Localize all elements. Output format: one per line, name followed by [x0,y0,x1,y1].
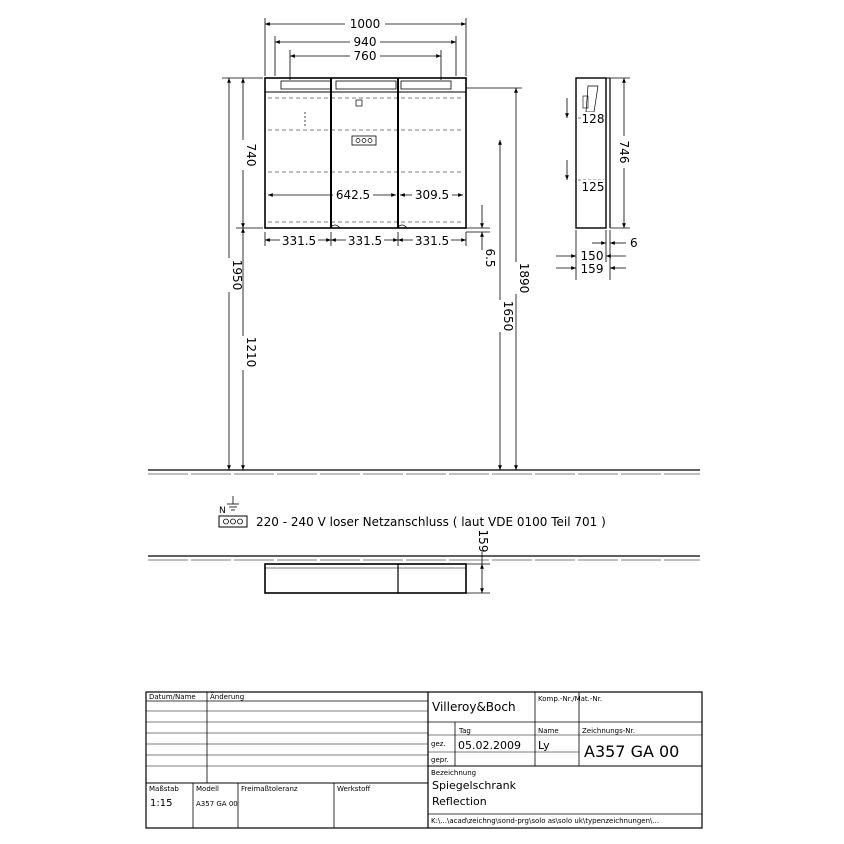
tb-bezeichnung-1: Spiegelschrank [432,779,516,792]
tb-werkstoff-label: Werkstoff [337,785,371,793]
power-symbol-label: N [219,506,226,516]
tb-zeichnungs-nr-label: Zeichnungs-Nr. [582,727,635,735]
tb-modell: A357 GA 00 [196,800,238,808]
side-view [576,78,610,228]
dim-gap-bottom: 6.5 [483,248,497,268]
dim-side-depth-inner: 150 [580,249,604,263]
dim-height-cabinet: 740 [244,143,258,167]
dim-side-shelf-top: 128 [581,112,605,126]
tb-path: K:\...\acad\zeichng\sond-prg\solo as\solo uk\typenzeichnungen\... [431,817,660,825]
tb-gepr-label: gepr. [431,756,449,764]
dim-height-total: 1950 [230,259,244,291]
dim-side-depth-total: 159 [580,262,604,276]
floor-line [148,470,700,474]
dim-height-1890: 1890 [517,262,531,294]
tb-gez-name: Ly [538,739,550,752]
tb-massstab-label: Maßstab [149,785,179,793]
dim-door-2: 331.5 [347,234,383,248]
brand-name: Villeroy&Boch [432,700,516,714]
dim-shelf-right: 309.5 [414,188,450,202]
tb-freimass-label: Freimaßtoleranz [241,785,298,793]
dim-door-3: 331.5 [414,234,450,248]
tb-gez-date: 05.02.2009 [458,739,521,752]
front-view [265,78,466,228]
dim-height-1650: 1650 [501,300,515,332]
drawing-number: A357 GA 00 [584,742,680,761]
dim-width-total: 1000 [349,17,381,31]
tb-tag: Tag [459,727,471,735]
tb-gez-label: gez. [431,740,446,748]
dim-height-floor: 1210 [244,336,258,368]
dim-side-shelf-bottom: 125 [581,180,605,194]
tb-bezeichnung-2: Reflection [432,795,487,808]
dim-side-offset: 6 [630,236,638,250]
electrical-note: 220 - 240 V loser Netzanschluss ( laut VDE 0100 Teil 701 ) [256,515,606,529]
top-view [148,530,700,593]
tb-name: Name [538,727,559,735]
dim-door-1: 331.5 [281,234,317,248]
tb-datum-name: Datum/Name [149,693,196,701]
socket-icon [352,136,376,145]
tb-bezeichnung-label: Bezeichnung [431,769,477,777]
dim-top-depth: 159 [476,529,490,553]
dim-shelf-left: 642.5 [335,188,371,202]
dim-width-light: 760 [353,49,377,63]
tb-modell-label: Modell [196,785,219,793]
dim-side-height: 746 [617,140,631,164]
tb-komp-nr: Komp.-Nr./Mat.-Nr. [538,695,603,703]
tb-aenderung: Änderung [210,693,245,701]
dim-width-inner: 940 [353,35,377,49]
tb-massstab: 1:15 [150,798,173,809]
cabinet-outline [265,78,466,228]
